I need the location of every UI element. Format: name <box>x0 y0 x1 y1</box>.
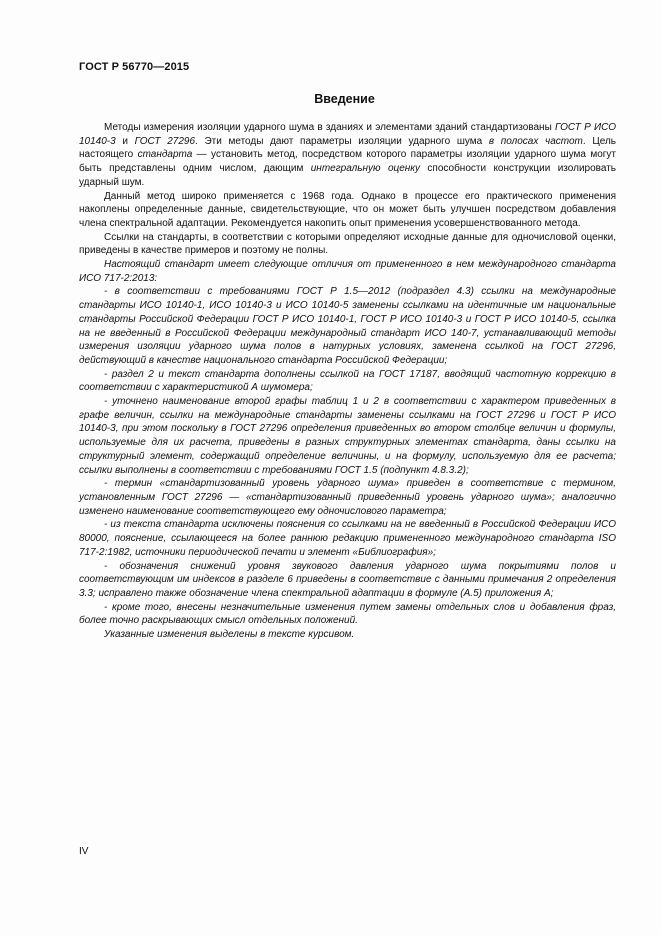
italic-text-run: - термин «стандартизованный уровень ударного шума» приведен в соответствие с термином, установленным ГОСТ 27296 — «стандартизованный приведенный уровень ударного шума»; аналогично изменено наименование соответствующего ему одночислового параметра; <box>79 478 616 517</box>
body-paragraph <box>79 601 616 628</box>
body-paragraph <box>79 190 616 231</box>
italic-text-run: - из текста стандарта исключены пояснения со ссылками на не введенный в Российской Федерации ИСО 80000, пояснение, ссылающееся на более раннюю редакцию примененного международного стандарта ISO 717-2:1982, источники периодической печати и элемент «Библиография»; <box>79 519 616 558</box>
body-paragraph <box>79 628 616 642</box>
text-run: Методы измерения изоляции ударного шума в зданиях и элементами зданий стандартизованы <box>104 122 555 133</box>
text-run: и <box>115 135 135 147</box>
text-run: способности конструкции изолировать ударный шум. <box>79 163 616 188</box>
text-run: Ссылки на стандарты, в соответствии с которыми определяют исходные данные для одночисловой оценки, приведены в качестве примеров и поэтому не полны. <box>79 231 616 257</box>
italic-text-run: Указанные изменения выделены в тексте курсивом. <box>104 629 355 641</box>
italic-text-run: ГОСТ Р ИСО 10140-3 <box>79 122 616 147</box>
text-run: . Эти методы дают параметры изоляции ударного шума <box>195 135 489 147</box>
text-run: Данный метод широко применяется с 1968 года. Однако в процессе его практического применения накоплены определенные данные, свидетельствующие, что он может быть улучшен посредством добавления члена спектральной адаптации. Рекомендуется накопить опыт применения усовершенствованного метода. <box>79 190 616 229</box>
italic-text-run: интегральную оценку <box>310 163 421 175</box>
italic-text-run: стандарта <box>137 149 193 161</box>
body-paragraph <box>79 477 616 518</box>
italic-text-run: Настоящий стандарт имеет следующие отличия от примененного в нем международного стандарта ИСО 717-2:2013: <box>79 259 616 284</box>
body-paragraph <box>79 285 616 367</box>
text-run: — установить метод, посредством которого параметры изоляции ударного шума могут быть представлены одним числом, дающим <box>79 149 616 175</box>
italic-text-run: - уточнено наименование второй графы таблиц 1 и 2 в соответствии с характером приведенных в графе величин, ссылки на международные стандарты заменены ссылками на ГОСТ 27296 и ГОСТ Р ИСО 10140-3, при этом поскольку в ГОСТ 27296 определения приведенных во втором столбце величин и формулы, используемые для их расчета, приведены в разных структурных элементах стандарта, даны ссылки на структурный элемент, содержащий определение величины, и на формулу, используемую для ее расчета; ссылки выполнены в соответствии с требованиями ГОСТ 1.5 (подпункт 4.8.3.2); <box>79 396 616 476</box>
page-number: IV <box>79 846 89 857</box>
body-paragraph <box>79 368 616 395</box>
italic-text-run: - обозначения снижений уровня звукового давления ударного шума покрытиями полов и соответствующим им индексов в разделе 6 приведены в соответствие с данными примечания 2 определения 3.3; исправлено также обозначение члена спектральной адаптации в формуле (А.5) приложения А; <box>79 560 616 599</box>
body-paragraph <box>79 560 616 601</box>
document-body <box>79 121 616 642</box>
body-paragraph <box>79 231 616 258</box>
body-paragraph <box>79 395 616 477</box>
italic-text-run: ГОСТ 27296 <box>134 135 196 147</box>
body-paragraph <box>79 258 616 285</box>
text-run: . Цель настоящего <box>79 135 616 161</box>
document-header-id: ГОСТ Р 56770—2015 <box>79 61 190 73</box>
section-title-text: Введение <box>314 92 375 106</box>
section-title <box>0 92 661 106</box>
italic-text-run: - раздел 2 и текст стандарта дополнены ссылкой на ГОСТ 17187, вводящий частотную коррекцию в соответствии с характеристикой А шумомера; <box>79 368 616 394</box>
body-paragraph <box>79 121 616 190</box>
italic-text-run: - в соответствии с требованиями ГОСТ Р 1.5—2012 (подраздел 4.3) ссылки на международные стандарты ИСО 10140-1, ИСО 10140-3 и ИСО 10140-5 заменены ссылками на идентичные им национальные стандарты Российской Федерации ГОСТ Р ИСО 10140-1, ГОСТ Р ИСО 10140-3 и ГОСТ Р ИСО 10140-5, ссылка на не введенный в Российской Федерации международный стандарт ИСО 140-7, устанавливающий методы измерения изоляции ударного шума полов в натурных условиях, заменена ссылкой на ГОСТ 27296, действующий в качестве национального стандарта Российской Федерации; <box>79 286 616 366</box>
italic-text-run: в полосах частот <box>488 135 583 147</box>
italic-text-run: - кроме того, внесены незначительные изменения путем замены отдельных слов и добавления фраз, более точно раскрывающих смысл отдельных положений. <box>79 601 616 627</box>
body-paragraph <box>79 518 616 559</box>
